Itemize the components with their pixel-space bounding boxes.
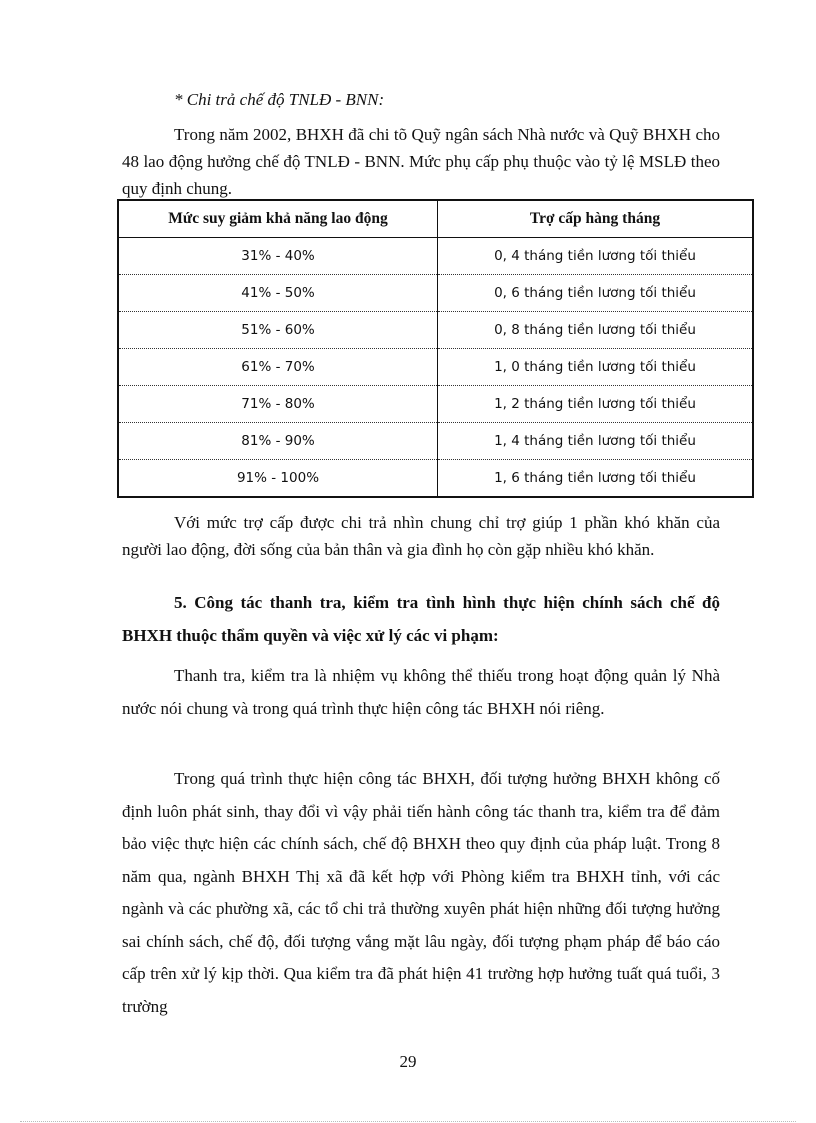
cell-reduction: 81% - 90%: [118, 423, 438, 460]
page-bottom-divider: [20, 1121, 796, 1122]
cell-allowance: 0, 4 tháng tiền lương tối thiểu: [438, 238, 754, 275]
benefit-table: [117, 199, 754, 498]
cell-reduction: 71% - 80%: [118, 386, 438, 423]
cell-reduction: 51% - 60%: [118, 312, 438, 349]
table-row: [118, 460, 753, 498]
cell-allowance: 0, 6 tháng tiền lương tối thiểu: [438, 275, 754, 312]
heading-section-5: 5. Công tác thanh tra, kiểm tra tình hình thực hiện chính sách chế độ BHXH thuộc thẩm quyền và việc xử lý các vi phạm:: [122, 593, 720, 645]
cell-allowance: 1, 2 tháng tiền lương tối thiểu: [438, 386, 754, 423]
cell-reduction: 31% - 40%: [118, 238, 438, 275]
table-row: [118, 312, 753, 349]
paragraph-intro: Trong năm 2002, BHXH đã chi tõ Quỹ ngân sách Nhà nước và Quỹ BHXH cho 48 lao động hưởng chế độ TNLĐ - BNN. Mức phụ cấp phụ thuộc vào tỷ lệ MSLĐ theo quy định chung.: [122, 125, 720, 198]
cell-reduction: 91% - 100%: [118, 460, 438, 498]
cell-allowance: 1, 0 tháng tiền lương tối thiểu: [438, 349, 754, 386]
table-row: [118, 349, 753, 386]
column-header-reduction: Mức suy giảm khả năng lao động: [118, 200, 438, 238]
table-row: [118, 386, 753, 423]
cell-allowance: 0, 8 tháng tiền lương tối thiểu: [438, 312, 754, 349]
cell-reduction: 61% - 70%: [118, 349, 438, 386]
paragraph-after-table: Với mức trợ cấp được chi trả nhìn chung chỉ trợ giúp 1 phần khó khăn của người lao động, đời sống của bản thân và gia đình họ còn gặp nhiều khó khăn.: [122, 513, 720, 559]
table-header-row: [118, 200, 753, 238]
paragraph-process: Trong quá trình thực hiện công tác BHXH, đối tượng hưởng BHXH không cố định luôn phát sinh, thay đổi vì vậy phải tiến hành công tác thanh tra, kiểm tra để đảm bảo việc thực hiện các chính sách, chế độ BHXH theo quy định của pháp luật. Trong 8 năm qua, ngành BHXH Thị xã đã kết hợp với Phòng kiểm tra BHXH tỉnh, với các ngành và các phường xã, các tổ chi trả thường xuyên phát hiện những đối tượng hưởng sai chính sách, chế độ, đối tượng vắng mặt lâu ngày, đối tượng phạm pháp để báo cáo cấp trên xử lý kịp thời. Qua kiểm tra đã phát hiện 41 trường hợp hưởng tuất quá tuổi, 3 trường: [122, 769, 720, 1016]
section-heading: * Chi trả chế độ TNLĐ - BNN:: [174, 90, 385, 109]
table-row: [118, 275, 753, 312]
table-row: [118, 238, 753, 275]
paragraph-inspection: Thanh tra, kiểm tra là nhiệm vụ không thể thiếu trong hoạt động quản lý Nhà nước nói chung và trong quá trình thực hiện công tác BHXH nói riêng.: [122, 666, 720, 718]
column-header-allowance: Trợ cấp hàng tháng: [438, 200, 754, 238]
cell-allowance: 1, 4 tháng tiền lương tối thiểu: [438, 423, 754, 460]
cell-reduction: 41% - 50%: [118, 275, 438, 312]
table-row: [118, 423, 753, 460]
cell-allowance: 1, 6 tháng tiền lương tối thiểu: [494, 470, 696, 486]
page-number: 29: [399, 1052, 417, 1071]
